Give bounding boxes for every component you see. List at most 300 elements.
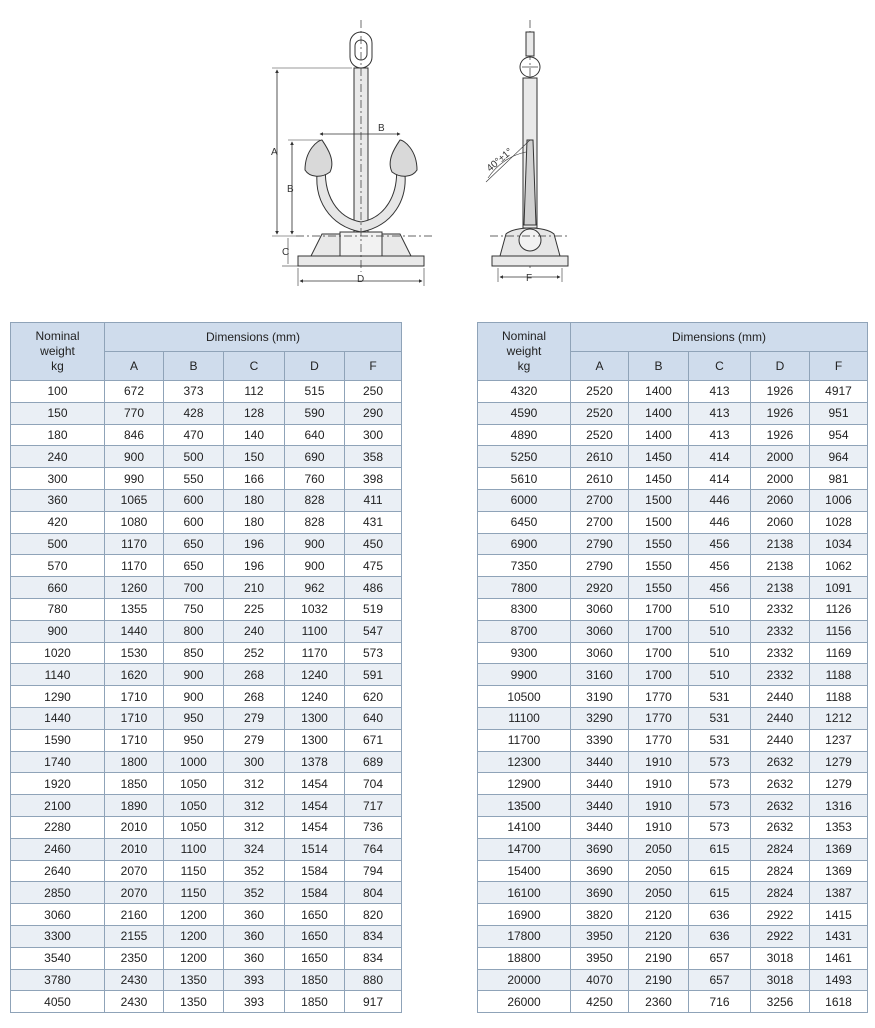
table-row — [478, 468, 868, 490]
dimension-cell: 1080 — [105, 511, 164, 533]
dimension-cell: 446 — [689, 489, 751, 511]
nominal-weight-cell: 4320 — [478, 381, 571, 403]
table-body-right — [478, 381, 868, 1013]
nominal-weight-cell: 8300 — [478, 598, 571, 620]
dimension-cell: 2155 — [105, 925, 164, 947]
dimension-cell: 573 — [689, 751, 751, 773]
label-d: D — [357, 274, 365, 285]
dimension-cell: 3950 — [571, 925, 629, 947]
dimension-cell: 414 — [689, 468, 751, 490]
dimension-cell: 834 — [345, 947, 402, 969]
dimension-cell: 510 — [689, 598, 751, 620]
dimension-cell: 850 — [164, 642, 224, 664]
dimension-cell: 573 — [689, 816, 751, 838]
dimension-cell: 1387 — [810, 882, 868, 904]
dimension-cell: 1200 — [164, 904, 224, 926]
dimension-cell: 550 — [164, 468, 224, 490]
dimension-cell: 4070 — [571, 969, 629, 991]
label-angle: 40°±1° — [484, 146, 516, 175]
dimension-cell: 2440 — [751, 729, 810, 751]
dimension-cell: 210 — [224, 577, 285, 599]
table-row — [478, 729, 868, 751]
front-fluke-right — [390, 140, 417, 176]
dimension-cell: 764 — [345, 838, 402, 860]
dimension-cell: 2632 — [751, 795, 810, 817]
nominal-weight-cell: 3300 — [11, 925, 105, 947]
dimension-cell: 446 — [689, 511, 751, 533]
dimension-cell: 1500 — [629, 489, 689, 511]
dimension-cell: 640 — [285, 424, 345, 446]
dimension-cell: 573 — [689, 795, 751, 817]
dimension-cell: 650 — [164, 533, 224, 555]
dimension-cell: 2440 — [751, 707, 810, 729]
dimension-cell: 1200 — [164, 947, 224, 969]
col-header-b: B — [629, 352, 689, 381]
dimension-cell: 1926 — [751, 402, 810, 424]
dimension-cell: 279 — [224, 707, 285, 729]
col-header-f: F — [345, 352, 402, 381]
nominal-weight-cell: 1740 — [11, 751, 105, 773]
dimension-cell: 900 — [164, 686, 224, 708]
dimension-cell: 1700 — [629, 664, 689, 686]
dimension-cell: 1910 — [629, 773, 689, 795]
dimension-cell: 4917 — [810, 381, 868, 403]
dimension-cell: 1850 — [105, 773, 164, 795]
dimension-cell: 1500 — [629, 511, 689, 533]
dimension-cell: 2920 — [571, 577, 629, 599]
dimension-cell: 1770 — [629, 686, 689, 708]
table-row — [11, 925, 402, 947]
dimension-cell: 1316 — [810, 795, 868, 817]
nominal-weight-cell: 1920 — [11, 773, 105, 795]
dimension-cell: 1454 — [285, 773, 345, 795]
dimension-cell: 1369 — [810, 860, 868, 882]
dimension-cell: 1170 — [105, 555, 164, 577]
nominal-weight-cell: 26000 — [478, 991, 571, 1013]
dimension-cell: 2824 — [751, 838, 810, 860]
nominal-weight-cell: 5250 — [478, 446, 571, 468]
dimension-cell: 736 — [345, 816, 402, 838]
dimension-cell: 360 — [224, 904, 285, 926]
dimension-cell: 1493 — [810, 969, 868, 991]
dimension-cell: 150 — [224, 446, 285, 468]
nominal-weight-cell: 14700 — [478, 838, 571, 860]
dimension-cell: 140 — [224, 424, 285, 446]
dimension-cell: 3440 — [571, 773, 629, 795]
dimension-cell: 1150 — [164, 860, 224, 882]
dimension-cell: 3690 — [571, 882, 629, 904]
dimension-cell: 2520 — [571, 402, 629, 424]
dimension-cell: 672 — [105, 381, 164, 403]
dimension-cell: 112 — [224, 381, 285, 403]
dimension-cell: 2120 — [629, 904, 689, 926]
dimension-cell: 196 — [224, 533, 285, 555]
table-row — [478, 533, 868, 555]
dimension-cell: 1700 — [629, 598, 689, 620]
dimension-cell: 1091 — [810, 577, 868, 599]
dimension-cell: 1431 — [810, 925, 868, 947]
label-c: C — [282, 247, 290, 258]
dimension-cell: 2060 — [751, 511, 810, 533]
dimension-cell: 1650 — [285, 947, 345, 969]
table-row — [478, 577, 868, 599]
dimension-cell: 180 — [224, 511, 285, 533]
dimension-cell: 450 — [345, 533, 402, 555]
dimension-cell: 1279 — [810, 751, 868, 773]
dimension-cell: 2050 — [629, 882, 689, 904]
table-row — [11, 882, 402, 904]
dimension-cell: 413 — [689, 424, 751, 446]
dimension-cell: 900 — [285, 533, 345, 555]
dimension-cell: 3820 — [571, 904, 629, 926]
dimension-cell: 2332 — [751, 598, 810, 620]
nominal-weight-cell: 20000 — [478, 969, 571, 991]
dimension-cell: 2632 — [751, 751, 810, 773]
dimension-cell: 1188 — [810, 686, 868, 708]
dimension-cell: 2000 — [751, 446, 810, 468]
nominal-weight-cell: 900 — [11, 620, 105, 642]
dimension-cell: 600 — [164, 511, 224, 533]
table-row — [11, 773, 402, 795]
table-row — [11, 620, 402, 642]
table-row — [11, 947, 402, 969]
dimension-cell: 360 — [224, 947, 285, 969]
anchor-table-right — [477, 322, 868, 1013]
dimensions-header: Dimensions (mm) — [571, 323, 868, 352]
dimension-cell: 717 — [345, 795, 402, 817]
nominal-weight-cell: 16100 — [478, 882, 571, 904]
table-row — [11, 969, 402, 991]
dimension-cell: 636 — [689, 925, 751, 947]
dimension-cell: 2610 — [571, 468, 629, 490]
anchor-side-view — [486, 20, 570, 282]
dimension-cell: 3440 — [571, 816, 629, 838]
nominal-weight-cell: 3060 — [11, 904, 105, 926]
table-row — [478, 816, 868, 838]
nominal-weight-cell: 12900 — [478, 773, 571, 795]
dimension-cell: 2060 — [751, 489, 810, 511]
dimension-cell: 615 — [689, 882, 751, 904]
dimension-cell: 1065 — [105, 489, 164, 511]
dimension-cell: 413 — [689, 381, 751, 403]
dimension-cell: 1700 — [629, 642, 689, 664]
dimension-cell: 312 — [224, 816, 285, 838]
dimension-cell: 1700 — [629, 620, 689, 642]
dimension-cell: 2050 — [629, 860, 689, 882]
table-row — [11, 577, 402, 599]
dimension-cell: 300 — [224, 751, 285, 773]
nominal-weight-cell: 5610 — [478, 468, 571, 490]
dimension-cell: 1240 — [285, 664, 345, 686]
dimension-cell: 2120 — [629, 925, 689, 947]
dimension-cell: 510 — [689, 642, 751, 664]
table-row — [478, 860, 868, 882]
dimension-cell: 1454 — [285, 795, 345, 817]
dimension-cell: 519 — [345, 598, 402, 620]
nominal-weight-cell: 1290 — [11, 686, 105, 708]
dimension-cell: 475 — [345, 555, 402, 577]
front-fluke-left — [305, 140, 332, 176]
dimension-cell: 312 — [224, 795, 285, 817]
dimension-cell: 456 — [689, 555, 751, 577]
table-row — [478, 969, 868, 991]
nominal-weight-cell: 660 — [11, 577, 105, 599]
dimension-cell: 1926 — [751, 424, 810, 446]
dimension-cell: 225 — [224, 598, 285, 620]
nominal-weight-cell: 2850 — [11, 882, 105, 904]
dimension-cell: 3950 — [571, 947, 629, 969]
dimension-cell: 880 — [345, 969, 402, 991]
table-row — [11, 424, 402, 446]
dimension-cell: 828 — [285, 511, 345, 533]
dimension-cell: 1440 — [105, 620, 164, 642]
dimension-cell: 2632 — [751, 773, 810, 795]
dimension-cell: 1550 — [629, 577, 689, 599]
table-row — [11, 729, 402, 751]
dimension-cell: 510 — [689, 620, 751, 642]
dimension-cell: 1890 — [105, 795, 164, 817]
dimension-cell: 3690 — [571, 860, 629, 882]
dimension-cell: 804 — [345, 882, 402, 904]
table-row — [478, 882, 868, 904]
nominal-weight-cell: 15400 — [478, 860, 571, 882]
dimension-cell: 1710 — [105, 707, 164, 729]
col-header-c: C — [689, 352, 751, 381]
dimension-cell: 2190 — [629, 947, 689, 969]
dimension-cell: 590 — [285, 402, 345, 424]
dimension-cell: 1355 — [105, 598, 164, 620]
dimension-cell: 240 — [224, 620, 285, 642]
dimension-cell: 1050 — [164, 773, 224, 795]
dimension-cell: 657 — [689, 969, 751, 991]
anchor-drawings — [0, 0, 875, 300]
dimension-cell: 3440 — [571, 795, 629, 817]
dimension-cell: 640 — [345, 707, 402, 729]
nominal-weight-cell: 2460 — [11, 838, 105, 860]
dimension-cell: 510 — [689, 664, 751, 686]
dimension-cell: 428 — [164, 402, 224, 424]
dimension-cell: 1461 — [810, 947, 868, 969]
nominal-weight-cell: 14100 — [478, 816, 571, 838]
dimension-cell: 2138 — [751, 533, 810, 555]
dimension-cell: 1353 — [810, 816, 868, 838]
dimension-cell: 1170 — [285, 642, 345, 664]
dimension-cell: 620 — [345, 686, 402, 708]
dimension-cell: 700 — [164, 577, 224, 599]
dimension-cell: 373 — [164, 381, 224, 403]
nominal-weight-cell: 240 — [11, 446, 105, 468]
dimension-cell: 1415 — [810, 904, 868, 926]
table-row — [11, 860, 402, 882]
dimension-cell: 2190 — [629, 969, 689, 991]
dimension-cell: 1400 — [629, 402, 689, 424]
dimension-cell: 1550 — [629, 533, 689, 555]
table-body-left — [11, 381, 402, 1013]
dimension-cell: 456 — [689, 533, 751, 555]
nominal-weight-cell: 3780 — [11, 969, 105, 991]
dimension-cell: 760 — [285, 468, 345, 490]
table-row — [11, 642, 402, 664]
dimension-cell: 1169 — [810, 642, 868, 664]
dimension-cell: 615 — [689, 860, 751, 882]
dimension-cell: 398 — [345, 468, 402, 490]
table-row — [478, 598, 868, 620]
dimension-cell: 1926 — [751, 381, 810, 403]
dimension-cell: 2700 — [571, 511, 629, 533]
dimension-cell: 1212 — [810, 707, 868, 729]
dimension-cell: 1170 — [105, 533, 164, 555]
dimension-cell: 800 — [164, 620, 224, 642]
side-shackle — [526, 32, 534, 56]
table-row — [11, 533, 402, 555]
dimension-cell: 2790 — [571, 555, 629, 577]
table-row — [478, 947, 868, 969]
dimension-cell: 1300 — [285, 729, 345, 751]
nominal-weight-cell: 1020 — [11, 642, 105, 664]
dimension-cell: 531 — [689, 707, 751, 729]
dimension-cell: 2138 — [751, 555, 810, 577]
dimension-cell: 2520 — [571, 424, 629, 446]
label-b-top: B — [378, 123, 385, 134]
dimension-cell: 1514 — [285, 838, 345, 860]
dimension-cell: 3060 — [571, 620, 629, 642]
dimension-cell: 1032 — [285, 598, 345, 620]
dimension-cell: 312 — [224, 773, 285, 795]
dimension-cell: 650 — [164, 555, 224, 577]
dimension-cell: 1350 — [164, 991, 224, 1013]
dimension-cell: 954 — [810, 424, 868, 446]
dimension-cell: 1650 — [285, 904, 345, 926]
dimension-cell: 3160 — [571, 664, 629, 686]
dimension-cell: 324 — [224, 838, 285, 860]
dimension-cell: 917 — [345, 991, 402, 1013]
dimension-cell: 3290 — [571, 707, 629, 729]
table-row — [478, 402, 868, 424]
nominal-weight-cell: 8700 — [478, 620, 571, 642]
dimension-cell: 2440 — [751, 686, 810, 708]
col-header-f: F — [810, 352, 868, 381]
table-row — [11, 446, 402, 468]
table-row — [11, 489, 402, 511]
dimension-cell: 591 — [345, 664, 402, 686]
dimension-cell: 180 — [224, 489, 285, 511]
table-row — [478, 925, 868, 947]
label-a: A — [271, 147, 278, 158]
nominal-weight-cell: 9900 — [478, 664, 571, 686]
table-row — [11, 598, 402, 620]
dimension-cell: 951 — [810, 402, 868, 424]
dimension-cell: 2430 — [105, 969, 164, 991]
label-f: F — [526, 273, 533, 284]
dimension-cell: 2360 — [629, 991, 689, 1013]
nominal-weight-cell: 6900 — [478, 533, 571, 555]
dimension-cell: 1710 — [105, 729, 164, 751]
table-row — [478, 642, 868, 664]
dimension-cell: 900 — [164, 664, 224, 686]
dimension-cell: 820 — [345, 904, 402, 926]
table-row — [478, 707, 868, 729]
table-row — [478, 446, 868, 468]
dimension-cell: 3018 — [751, 947, 810, 969]
dimension-cell: 252 — [224, 642, 285, 664]
dimension-cell: 981 — [810, 468, 868, 490]
dimension-cell: 1400 — [629, 424, 689, 446]
dimension-cell: 393 — [224, 969, 285, 991]
nominal-weight-cell: 780 — [11, 598, 105, 620]
dimension-cell: 1710 — [105, 686, 164, 708]
dimension-cell: 990 — [105, 468, 164, 490]
nominal-weight-cell: 360 — [11, 489, 105, 511]
dimension-cell: 636 — [689, 904, 751, 926]
dimension-cell: 1850 — [285, 969, 345, 991]
dimension-cell: 3060 — [571, 642, 629, 664]
table-row — [478, 664, 868, 686]
table-row — [11, 816, 402, 838]
anchor-front-view — [272, 20, 432, 286]
dimension-cell: 828 — [285, 489, 345, 511]
dimension-cell: 1378 — [285, 751, 345, 773]
dimension-cell: 770 — [105, 402, 164, 424]
table-row — [11, 555, 402, 577]
dimension-cell: 547 — [345, 620, 402, 642]
table-row — [11, 707, 402, 729]
dimension-cell: 3390 — [571, 729, 629, 751]
table-row — [478, 773, 868, 795]
col-header-a: A — [105, 352, 164, 381]
nominal-weight-cell: 16900 — [478, 904, 571, 926]
nominal-weight-cell: 2100 — [11, 795, 105, 817]
table-row — [478, 838, 868, 860]
table-row — [478, 555, 868, 577]
dimension-cell: 414 — [689, 446, 751, 468]
dimension-cell: 1584 — [285, 882, 345, 904]
nominal-weight-header: Nominal weight kg — [478, 323, 571, 381]
dimension-cell: 352 — [224, 882, 285, 904]
dimension-cell: 2350 — [105, 947, 164, 969]
col-header-b: B — [164, 352, 224, 381]
nominal-weight-cell: 420 — [11, 511, 105, 533]
dimension-cell: 268 — [224, 686, 285, 708]
dimension-cell: 2922 — [751, 904, 810, 926]
dimension-cell: 1450 — [629, 468, 689, 490]
dimension-cell: 657 — [689, 947, 751, 969]
table-row — [478, 686, 868, 708]
table-row — [11, 402, 402, 424]
dimension-cell: 2824 — [751, 860, 810, 882]
dimension-cell: 1300 — [285, 707, 345, 729]
dimension-cell: 1150 — [164, 882, 224, 904]
dimension-cell: 2050 — [629, 838, 689, 860]
dimension-cell: 2922 — [751, 925, 810, 947]
col-header-d: D — [751, 352, 810, 381]
nominal-weight-cell: 6450 — [478, 511, 571, 533]
dimension-cell: 358 — [345, 446, 402, 468]
dimension-cell: 531 — [689, 686, 751, 708]
dimension-cell: 689 — [345, 751, 402, 773]
nominal-weight-cell: 11700 — [478, 729, 571, 751]
dimension-cell: 950 — [164, 729, 224, 751]
dimension-cell: 2824 — [751, 882, 810, 904]
nominal-weight-cell: 10500 — [478, 686, 571, 708]
dimension-cell: 671 — [345, 729, 402, 751]
dimensions-header: Dimensions (mm) — [105, 323, 402, 352]
nominal-weight-cell: 7350 — [478, 555, 571, 577]
anchor-table-left — [10, 322, 402, 1013]
dimension-cell: 846 — [105, 424, 164, 446]
dimension-cell: 3256 — [751, 991, 810, 1013]
dimension-cell: 413 — [689, 402, 751, 424]
dimension-cell: 2632 — [751, 816, 810, 838]
